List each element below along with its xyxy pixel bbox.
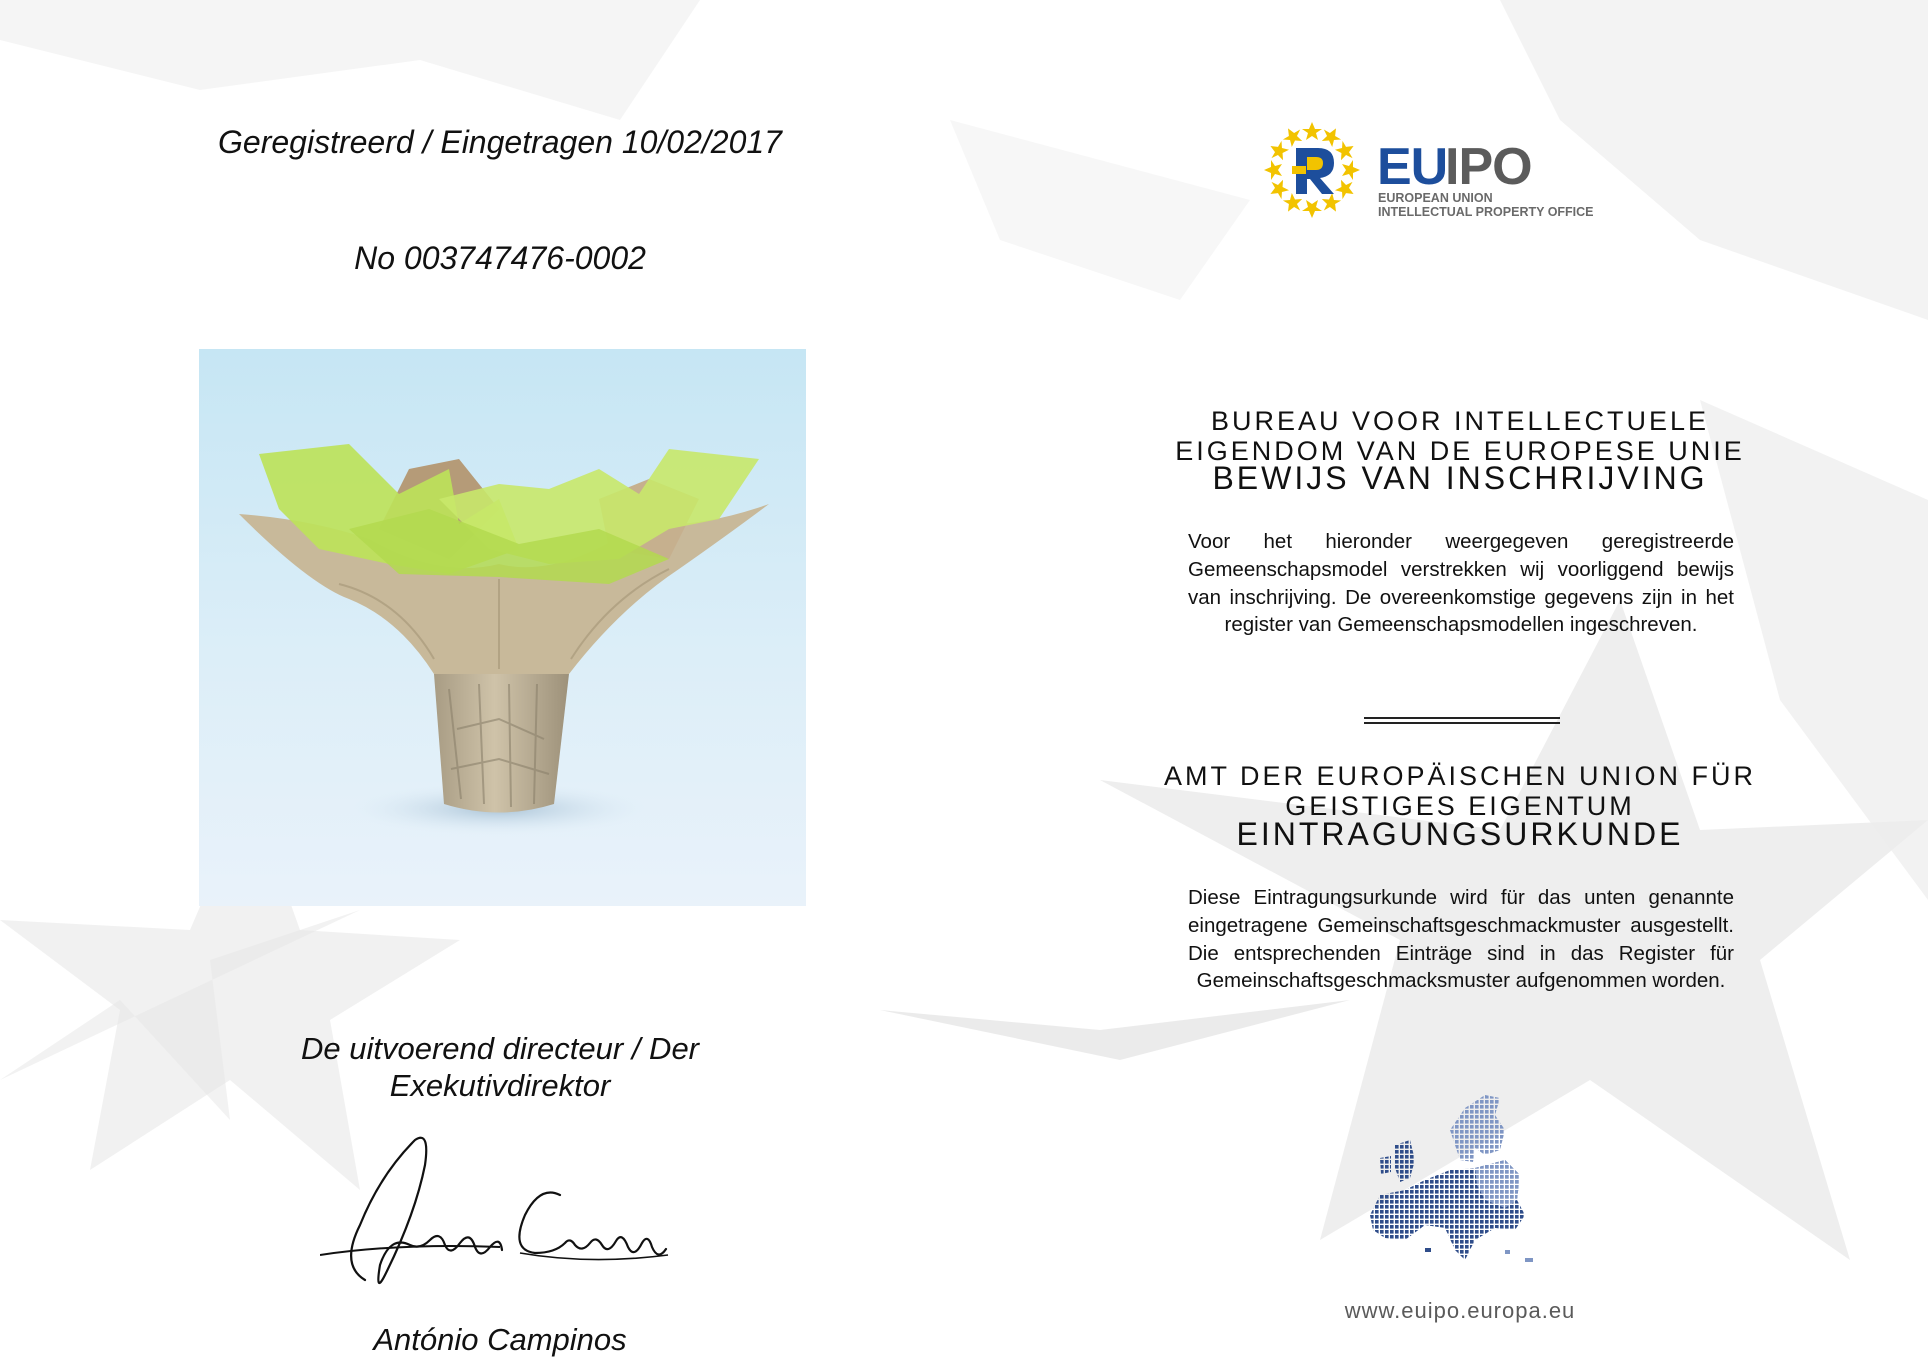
german-paragraph: Diese Eintragungsurkunde wird für das unten genannte eingetragene Gemeinschaftsgeschmackmuster ausgestellt. Die entsprechenden Einträge sind in das Register für Gemeinschaftsgeschmacksmuster aufgenommen worden. <box>1188 886 1734 993</box>
german-office-name <box>1080 761 1840 821</box>
eu-map-icon <box>1355 1090 1545 1270</box>
dutch-certificate-title: BEWIJS VAN INSCHRIJVING <box>1212 460 1708 496</box>
german-certificate-title: EINTRAGUNGSURKUNDE <box>1236 816 1684 852</box>
design-image <box>199 349 806 906</box>
registration-date: Geregistreerd / Eingetragen 10/02/2017 <box>218 124 782 160</box>
euipo-logo <box>1262 118 1642 228</box>
logo-eu-text: EU <box>1377 138 1448 196</box>
eu-stars-r-emblem <box>1264 122 1360 218</box>
logo-subtitle-2: INTELLECTUAL PROPERTY OFFICE <box>1378 205 1594 219</box>
section-divider <box>1364 717 1560 724</box>
director-name: António Campinos <box>373 1322 627 1357</box>
dutch-office-line1: BUREAU VOOR INTELLECTUELE <box>1210 406 1710 436</box>
signature <box>320 1125 670 1305</box>
german-office-line1: AMT DER EUROPÄISCHEN UNION FÜR <box>1163 761 1757 791</box>
dutch-paragraph: Voor het hieronder weergegeven geregistreerde Gemeenschapsmodel verstrekken wij voorliggend bewijs van inschrijving. De overeenkomstige gegevens zijn in het register van Gemeenschapsmodellen ingeschreven. <box>1188 530 1734 637</box>
logo-subtitle-1: EUROPEAN UNION <box>1378 191 1493 205</box>
website-link[interactable]: www.euipo.europa.eu <box>1344 1298 1576 1323</box>
director-title: De uitvoerend directeur / Der Exekutivdirektor <box>300 1031 700 1103</box>
logo-ipo-text: IPO <box>1445 138 1532 196</box>
dutch-office-line2: EIGENDOM VAN DE EUROPESE UNIE <box>1175 436 1745 466</box>
registration-number: No 003747476-0002 <box>354 240 646 276</box>
dutch-office-name <box>1080 406 1840 466</box>
german-office-line2: GEISTIGES EIGENTUM <box>1285 791 1635 821</box>
